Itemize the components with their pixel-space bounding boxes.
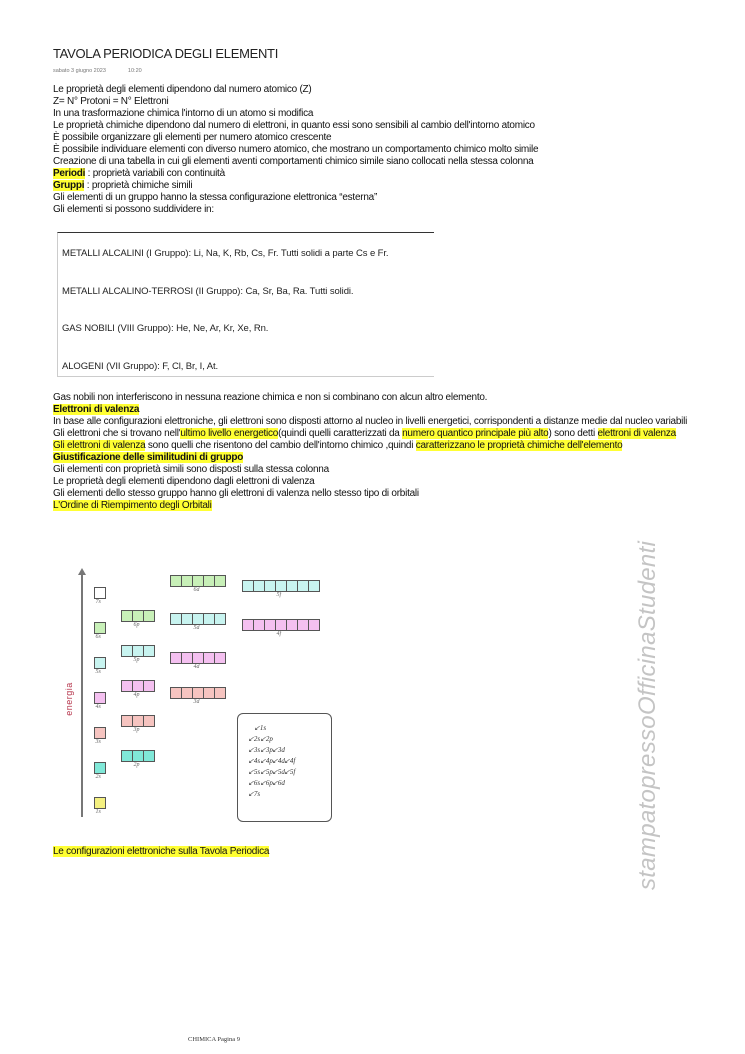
orbital-1s bbox=[94, 797, 105, 809]
orbital-label: 4f bbox=[276, 631, 282, 637]
orbital-7s bbox=[94, 587, 105, 599]
aufbau-label: ↙3p bbox=[260, 746, 273, 754]
text-line: Gas nobili non interferiscono in nessuna reazione chimica e non si combinano con alcun altro elemento. bbox=[53, 392, 488, 403]
group-text: Li, Na, K, Rb, Cs, Fr. Tutti solidi a parte Cs e Fr. bbox=[191, 248, 389, 259]
orbital-box bbox=[192, 687, 204, 699]
orbital-label: 3s bbox=[95, 739, 101, 745]
group-name: METALLI ALCALINO-TERROSI (II Gruppo): bbox=[62, 286, 243, 297]
orbital-box bbox=[94, 727, 106, 739]
orbital-5f bbox=[242, 580, 319, 592]
text-line: Le proprietà degli elementi dipendono dal numero atomico (Z) bbox=[53, 84, 312, 95]
highlight: numero quantico principale più alto bbox=[402, 428, 549, 439]
aufbau-label: ↙2s bbox=[248, 735, 261, 743]
group-item bbox=[62, 361, 218, 372]
orbital-label: 7s bbox=[95, 599, 101, 605]
orbital-box bbox=[132, 645, 144, 657]
orbital-box bbox=[121, 750, 133, 762]
text-line: Le proprietà degli elementi dipendono dagli elettroni di valenza bbox=[53, 476, 315, 487]
orbital-box bbox=[132, 610, 144, 622]
periodi-text: : proprietà variabili con continuità bbox=[85, 168, 225, 179]
gruppi-line bbox=[53, 180, 538, 192]
orbital-label: 5d bbox=[193, 625, 200, 631]
aufbau-label: ↙7s bbox=[248, 790, 261, 798]
heading-ordine: L'Ordine di Riempimento degli Orbitali bbox=[53, 500, 212, 511]
orbital-4p bbox=[121, 680, 154, 692]
orbital-box bbox=[170, 652, 182, 664]
text-span: (quindi quelli caratterizzati da bbox=[278, 428, 403, 439]
orbital-box bbox=[275, 619, 287, 631]
orbital-6s bbox=[94, 622, 105, 634]
group-item bbox=[62, 323, 268, 334]
group-name: ALOGENI (VII Gruppo): bbox=[62, 361, 160, 372]
orbital-box bbox=[181, 652, 193, 664]
orbital-box bbox=[203, 613, 215, 625]
heading-valenza: Elettroni di valenza bbox=[53, 404, 140, 415]
orbital-box bbox=[121, 680, 133, 692]
orbital-box bbox=[242, 580, 254, 592]
page-title: TAVOLA PERIODICA DEGLI ELEMENTI bbox=[53, 46, 279, 61]
orbital-box bbox=[143, 750, 155, 762]
highlight: Gli elettroni di valenza bbox=[53, 440, 146, 451]
orbital-box bbox=[214, 687, 226, 699]
aufbau-label: ↙5f bbox=[284, 768, 296, 776]
orbital-box bbox=[286, 619, 298, 631]
page-date: sabato 3 giugno 2023 bbox=[53, 68, 106, 74]
orbital-box bbox=[264, 580, 276, 592]
orbital-box bbox=[181, 613, 193, 625]
orbital-6d bbox=[170, 575, 225, 587]
aufbau-label: ↙5d bbox=[272, 768, 285, 776]
groups-box bbox=[57, 232, 434, 377]
orbital-label: 6d bbox=[193, 587, 200, 593]
orbital-box bbox=[308, 580, 320, 592]
aufbau-label: ↙4p bbox=[260, 757, 273, 765]
orbital-box bbox=[192, 652, 204, 664]
text-span: Gli elettroni che si trovano nell' bbox=[53, 428, 181, 439]
orbital-box bbox=[94, 762, 106, 774]
orbital-3p bbox=[121, 715, 154, 727]
aufbau-label: ↙6s bbox=[248, 779, 261, 787]
orbital-box bbox=[94, 587, 106, 599]
orbital-label: 2s bbox=[95, 774, 101, 780]
orbital-label: 3p bbox=[133, 727, 140, 733]
aufbau-label: ↙3d bbox=[272, 746, 285, 754]
orbital-box bbox=[192, 613, 204, 625]
orbital-2s bbox=[94, 762, 105, 774]
aufbau-label: ↙2p bbox=[260, 735, 273, 743]
orbital-box bbox=[94, 692, 106, 704]
orbital-2p bbox=[121, 750, 154, 762]
orbital-box bbox=[121, 645, 133, 657]
orbital-4s bbox=[94, 692, 105, 704]
orbital-label: 6s bbox=[95, 634, 101, 640]
heading-giustificazione: Giustificazione delle similitudini di gruppo bbox=[53, 452, 244, 463]
energy-axis-label: energia bbox=[63, 682, 74, 716]
group-item bbox=[62, 286, 353, 297]
energy-axis bbox=[81, 574, 83, 817]
orbital-box bbox=[297, 619, 309, 631]
orbital-box bbox=[143, 610, 155, 622]
text-line: In una trasformazione chimica l'intorno di un atomo si modifica bbox=[53, 108, 314, 119]
aufbau-label: ↙4f bbox=[284, 757, 296, 765]
orbital-box bbox=[253, 580, 265, 592]
orbital-label: 3d bbox=[193, 699, 200, 705]
orbital-box bbox=[121, 610, 133, 622]
orbital-box bbox=[214, 575, 226, 587]
orbital-box bbox=[203, 687, 215, 699]
aufbau-label: ↙1s bbox=[254, 724, 267, 732]
text-span: ) sono detti bbox=[548, 428, 598, 439]
orbital-6p bbox=[121, 610, 154, 622]
periodi-line bbox=[53, 168, 538, 180]
orbital-label: 4s bbox=[95, 704, 101, 710]
orbital-box bbox=[297, 580, 309, 592]
orbital-3d bbox=[170, 687, 225, 699]
orbital-box bbox=[170, 613, 182, 625]
text-line: Gli elementi con proprietà simili sono disposti sulla stessa colonna bbox=[53, 464, 329, 475]
orbital-box bbox=[214, 652, 226, 664]
aufbau-label: ↙4s bbox=[248, 757, 261, 765]
orbital-4d bbox=[170, 652, 225, 664]
periodi-term: Periodi bbox=[53, 168, 86, 179]
orbital-4f bbox=[242, 619, 319, 631]
orbital-box bbox=[308, 619, 320, 631]
arrow-head-icon bbox=[78, 568, 86, 575]
intro-block bbox=[53, 84, 538, 216]
orbital-box bbox=[264, 619, 276, 631]
orbital-5s bbox=[94, 657, 105, 669]
orbital-box bbox=[94, 657, 106, 669]
group-text: Ca, Sr, Ba, Ra. Tutti solidi. bbox=[242, 286, 354, 297]
orbital-5p bbox=[121, 645, 154, 657]
orbital-label: 4p bbox=[133, 692, 140, 698]
group-text: F, Cl, Br, I, At. bbox=[159, 361, 219, 372]
gruppi-term: Gruppi bbox=[53, 180, 85, 191]
orbital-box bbox=[94, 797, 106, 809]
orbital-box bbox=[94, 622, 106, 634]
orbital-box bbox=[181, 575, 193, 587]
text-line: È possibile organizzare gli elementi per numero atomico crescente bbox=[53, 132, 332, 143]
orbital-box bbox=[170, 687, 182, 699]
aufbau-label: ↙5p bbox=[260, 768, 273, 776]
aufbau-label: ↙4d bbox=[272, 757, 285, 765]
group-text: He, Ne, Ar, Kr, Xe, Rn. bbox=[173, 323, 269, 334]
heading-config: Le configurazioni elettroniche sulla Tavola Periodica bbox=[53, 846, 270, 857]
orbital-label: 4d bbox=[193, 664, 200, 670]
text-line: Gli elementi dello stesso gruppo hanno gli elettroni di valenza nello stesso tipo di orbitali bbox=[53, 488, 419, 499]
page-meta bbox=[53, 68, 164, 74]
orbital-box bbox=[203, 652, 215, 664]
page-time: 10:20 bbox=[127, 68, 142, 74]
text-line: In base alle configurazioni elettroniche, gli elettroni sono disposti attorno al nucleo in livelli energetici, corrispondenti a distanze medie dal nucleo variabili bbox=[53, 416, 688, 427]
orbital-box bbox=[121, 715, 133, 727]
orbital-3s bbox=[94, 727, 105, 739]
orbital-box bbox=[143, 715, 155, 727]
aufbau-box bbox=[237, 713, 332, 822]
orbital-box bbox=[242, 619, 254, 631]
page-footer: CHIMICA Pagina 9 bbox=[188, 1036, 240, 1043]
text-line: È possibile individuare elementi con diverso numero atomico, che mostrano un comportamento chimico molto simile bbox=[53, 144, 539, 155]
text-line: Le proprietà chimiche dipendono dal numero di elettroni, in quanto essi sono sensibili al cambio dell'intorno atomico bbox=[53, 120, 535, 131]
text-line: Gli elementi si possono suddividere in: bbox=[53, 204, 214, 215]
highlight: caratterizzano le proprietà chimiche dell'elemento bbox=[415, 440, 623, 451]
orbital-label: 5s bbox=[95, 669, 101, 675]
orbital-box bbox=[132, 750, 144, 762]
orbital-label: 1s bbox=[95, 809, 101, 815]
orbital-label: 6p bbox=[133, 622, 140, 628]
text-paragraph bbox=[53, 428, 743, 440]
orbital-box bbox=[203, 575, 215, 587]
orbital-label: 5f bbox=[276, 592, 282, 598]
text-line: Gli elementi di un gruppo hanno la stessa configurazione elettronica “esterna” bbox=[53, 192, 378, 203]
orbital-box bbox=[132, 715, 144, 727]
config-block bbox=[53, 846, 269, 858]
text-line: Z= N° Protoni = N° Elettroni bbox=[53, 96, 169, 107]
aufbau-label: ↙3s bbox=[248, 746, 261, 754]
orbital-box bbox=[143, 680, 155, 692]
text-paragraph bbox=[53, 440, 743, 452]
text-line: Creazione di una tabella in cui gli elementi aventi comportamenti chimico simile siano collocati nella stessa colonna bbox=[53, 156, 534, 167]
orbital-box bbox=[132, 680, 144, 692]
orbital-box bbox=[143, 645, 155, 657]
orbital-box bbox=[214, 613, 226, 625]
highlight: elettroni di valenza bbox=[597, 428, 676, 439]
aufbau-label: ↙6p bbox=[260, 779, 273, 787]
orbital-5d bbox=[170, 613, 225, 625]
valenza-block bbox=[53, 392, 743, 512]
group-name: GAS NOBILI (VIII Gruppo): bbox=[62, 323, 174, 334]
orbital-label: 5p bbox=[133, 657, 140, 663]
group-name: METALLI ALCALINI (I Gruppo): bbox=[62, 248, 192, 259]
orbital-box bbox=[253, 619, 265, 631]
aufbau-label: ↙5s bbox=[248, 768, 261, 776]
watermark: stampatopressoOfficinaStudenti bbox=[634, 540, 661, 890]
aufbau-label: ↙6d bbox=[272, 779, 285, 787]
orbital-label: 2p bbox=[133, 762, 140, 768]
group-item bbox=[62, 248, 388, 259]
orbital-box bbox=[181, 687, 193, 699]
text-span: sono quelli che risentono del cambio dell'intorno chimico ,quindi bbox=[145, 440, 416, 451]
orbital-box bbox=[170, 575, 182, 587]
orbital-box bbox=[275, 580, 287, 592]
highlight: ultimo livello energetico bbox=[180, 428, 279, 439]
orbital-box bbox=[192, 575, 204, 587]
orbital-box bbox=[286, 580, 298, 592]
gruppi-text: : proprietà chimiche simili bbox=[84, 180, 193, 191]
